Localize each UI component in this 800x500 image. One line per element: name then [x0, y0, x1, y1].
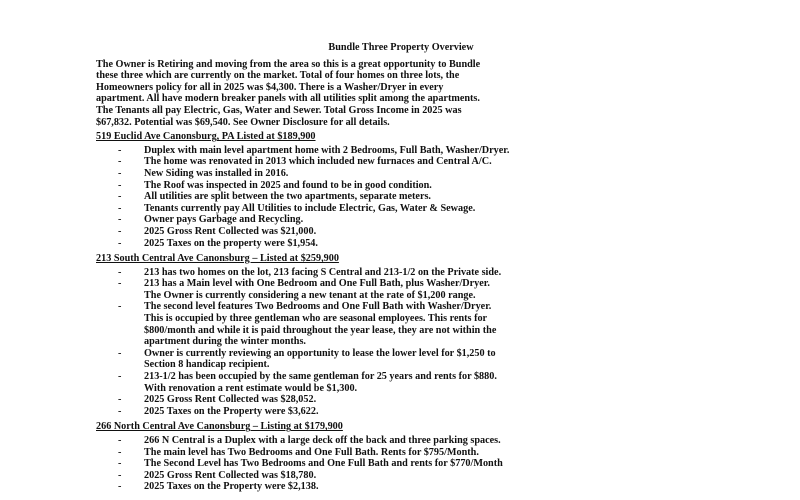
property-heading: 519 Euclid Ave Canonsburg, PA Listed at $189,900 [96, 131, 316, 143]
bullet-item [96, 156, 706, 168]
bullet-line: - 2025 Gross Rent Collected was $18,780. [144, 469, 317, 481]
bullet-line: - 2025 Taxes on the property were $1,954. [144, 237, 318, 249]
bullet-item [96, 267, 706, 279]
bullet-item [96, 226, 706, 238]
property-section [96, 131, 706, 249]
bullet-line: - Owner pays Garbage and Recycling. [144, 214, 304, 226]
bullet-item [96, 481, 706, 493]
bullet-line: The Owner is currently considering a new tenant at the rate of $1,200 range. [144, 289, 476, 301]
bullet-line: - The Second Level has Two Bedrooms and One Full Bath and rents for $770/Month [144, 458, 503, 470]
bullet-item [96, 394, 706, 406]
bullet-line: This is occupied by three gentleman who are seasonal employees. This rents for [144, 313, 488, 325]
bullet-line: $800/month and while it is paid throughout the year lease, they are not within the [144, 324, 497, 336]
bullet-item [96, 301, 706, 347]
bullet-item [96, 191, 706, 203]
intro-line: apartment. All have modern breaker panels with all utilities split among the apartments. [96, 93, 480, 105]
property-bullet-list [96, 145, 706, 249]
bullet-item [96, 145, 706, 157]
bullet-line: - 2025 Gross Rent Collected was $21,000. [144, 225, 317, 237]
bullet-line: - The main level has Two Bedrooms and One Full Bath. Rents for $795/Month. [144, 446, 479, 458]
bullet-line: - The home was renovated in 2013 which included new furnaces and Central A/C. [144, 156, 492, 168]
bullet-item [96, 168, 706, 180]
bullet-line: - 213 has a Main level with One Bedroom and One Full Bath, plus Washer/Dryer. [144, 278, 490, 290]
bullet-item [96, 470, 706, 482]
bullet-line: - Tenants currently pay All Utilities to include Electric, Gas, Water & Sewage. [144, 202, 476, 214]
bullet-item [96, 278, 706, 301]
bullet-line: - New Siding was installed in 2016. [144, 167, 289, 179]
bullet-item [96, 458, 706, 470]
property-heading: 213 South Central Ave Canonsburg – Listed at $259,900 [96, 253, 339, 265]
bullet-item [96, 447, 706, 459]
bullet-line: - The Roof was inspected in 2025 and found to be in good condition. [144, 179, 432, 191]
intro-paragraph [96, 59, 706, 129]
bullet-line: apartment during the winter months. [144, 336, 306, 348]
property-section [96, 253, 706, 417]
bullet-item [96, 180, 706, 192]
bullet-line: - 266 N Central is a Duplex with a large deck off the back and three parking spaces. [144, 435, 501, 446]
bullet-line: - Duplex with main level apartment home with 2 Bedrooms, Full Bath, Washer/Dryer. [144, 144, 510, 156]
bullet-item [96, 371, 706, 394]
intro-line: Homeowners policy for all in 2025 was $4,300. There is a Washer/Dryer in every [96, 81, 444, 93]
document-body [96, 42, 706, 497]
bullet-item [96, 238, 706, 250]
property-section [96, 421, 706, 493]
bullet-line: With renovation a rent estimate would be $1,300. [144, 382, 358, 394]
property-sections [96, 131, 706, 493]
bullet-item [96, 214, 706, 226]
bullet-item [96, 406, 706, 418]
property-bullet-list [96, 435, 706, 493]
bullet-line: - 2025 Gross Rent Collected was $28,052. [144, 394, 317, 406]
bullet-line: - 213 has two homes on the lot, 213 facing S Central and 213-1/2 on the Private side. [144, 266, 502, 278]
bullet-item [96, 203, 706, 215]
bullet-item [96, 435, 706, 447]
bullet-line: - 213-1/2 has been occupied by the same gentleman for 25 years and rents for $880. [144, 371, 497, 383]
bullet-line: - 2025 Taxes on the Property were $3,622. [144, 405, 319, 417]
bullet-line: - All utilities are split between the two apartments, separate meters. [144, 191, 431, 203]
intro-line: The Owner is Retiring and moving from the area so this is a great opportunity to Bundle [96, 58, 481, 70]
bullet-line: - Owner is currently reviewing an opportunity to lease the lower level for $1,250 to [144, 347, 496, 359]
intro-line: these three which are currently on the market. Total of four homes on three lots, the [96, 70, 460, 82]
bullet-line: Section 8 handicap recipient. [144, 359, 270, 371]
property-heading: 266 North Central Ave Canonsburg – Listing at $179,900 [96, 421, 343, 433]
bullet-item [96, 348, 706, 371]
bullet-line: - The second level features Two Bedrooms and One Full Bath with Washer/Dryer. [144, 301, 492, 313]
document-title: Bundle Three Property Overview [328, 42, 474, 53]
bullet-line: - 2025 Taxes on the Property were $2,138. [144, 481, 319, 493]
intro-line: $67,832. Potential was $69,540. See Owner Disclosure for all details. [96, 116, 390, 128]
property-bullet-list [96, 267, 706, 418]
intro-line: The Tenants all pay Electric, Gas, Water and Sewer. Total Gross Income in 2025 was [96, 104, 462, 116]
